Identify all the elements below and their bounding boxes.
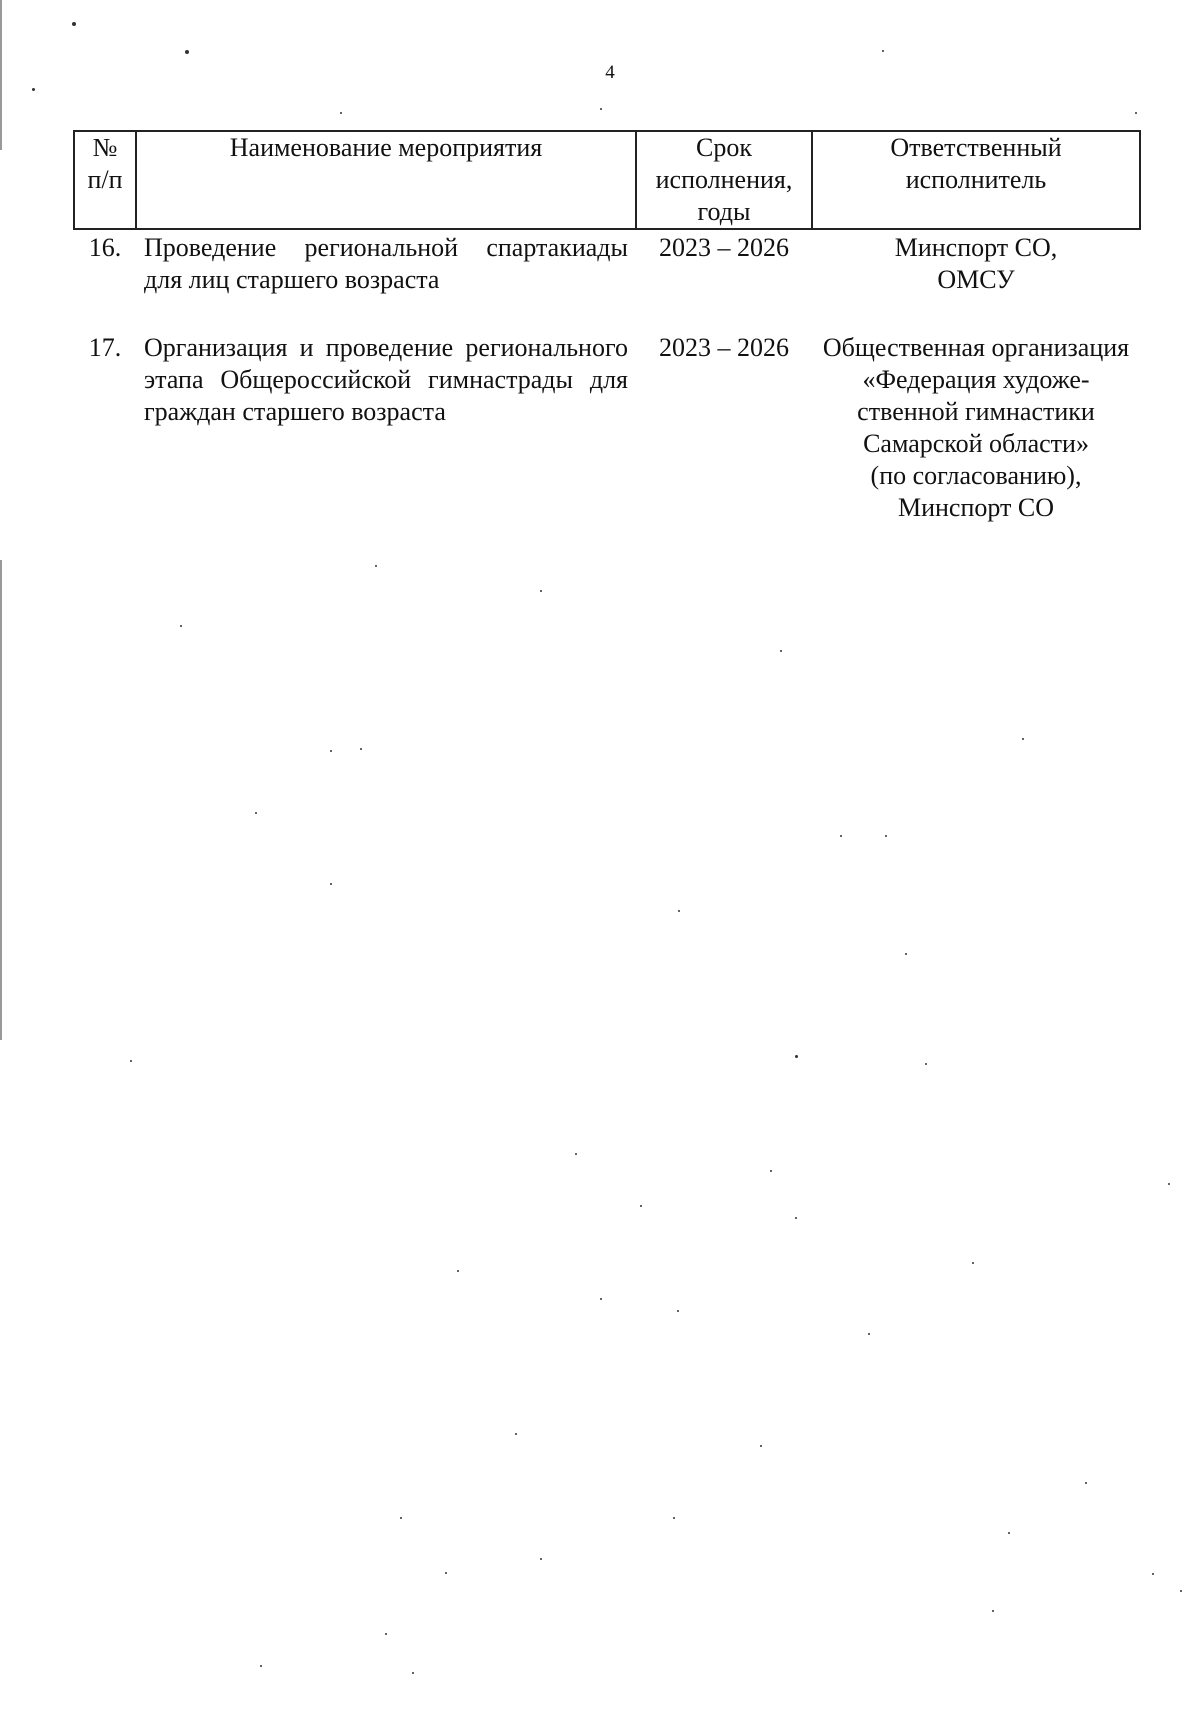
scan-speck <box>72 22 76 26</box>
scan-speck <box>795 1217 797 1219</box>
scan-speck <box>330 750 332 752</box>
scan-speck <box>760 1445 762 1447</box>
row-term: 2023 – 2026 <box>659 233 789 262</box>
header-term <box>636 131 812 229</box>
scan-speck <box>885 835 887 837</box>
scan-speck <box>260 1665 262 1667</box>
scan-speck <box>412 1672 414 1674</box>
row-term: 2023 – 2026 <box>659 333 789 362</box>
scan-speck <box>330 883 332 885</box>
scan-speck <box>868 1333 870 1335</box>
header-number-line: № <box>92 133 118 162</box>
scan-speck <box>1135 112 1137 114</box>
page-number: 4 <box>605 62 615 83</box>
scan-speck <box>340 112 342 114</box>
scan-speck <box>770 1170 772 1172</box>
scan-speck <box>992 1610 994 1612</box>
table-row <box>74 332 1140 524</box>
scan-speck <box>255 812 257 814</box>
header-responsible-line: Ответственный <box>890 133 1062 162</box>
row-responsible <box>812 332 1140 524</box>
header-event-name: Наименование мероприятия <box>136 131 636 229</box>
scan-speck <box>905 953 907 955</box>
responsible-line: Общественная организация «Федерация художе- <box>822 333 1130 394</box>
header-term-line: годы <box>697 197 751 226</box>
scan-speck <box>130 1060 132 1062</box>
scan-speck <box>400 1517 402 1519</box>
scan-speck <box>1008 1532 1010 1534</box>
scan-speck <box>600 1298 602 1300</box>
scan-speck <box>375 565 377 567</box>
responsible-line: (по согласованию), <box>870 461 1082 490</box>
scan-speck <box>1152 1573 1154 1575</box>
scan-speck <box>673 1517 675 1519</box>
responsible-line: Минспорт СО <box>897 493 1055 522</box>
scan-edge-line <box>0 560 2 1040</box>
row-number: 17. <box>88 333 122 362</box>
row-responsible <box>812 229 1140 332</box>
responsible-line: ОМСУ <box>937 265 1015 294</box>
responsible-line: Самарской области» <box>863 429 1089 458</box>
responsible-line: ственной гимнастики <box>857 397 1095 426</box>
scan-speck <box>678 910 680 912</box>
scan-speck <box>1168 1183 1170 1185</box>
header-number-line: п/п <box>87 165 123 194</box>
scan-speck <box>457 1270 459 1272</box>
scan-speck <box>515 1433 517 1435</box>
scan-speck <box>385 1633 387 1635</box>
scan-speck <box>840 835 842 837</box>
scan-speck <box>540 590 542 592</box>
row-event-name: Организация и проведение регионального этапа Общероссийской гимнастрады для граждан старшего возраста <box>144 333 628 426</box>
scan-speck <box>540 1558 542 1560</box>
scan-speck <box>882 50 884 52</box>
header-number <box>74 131 136 229</box>
scan-speck <box>32 88 35 91</box>
scan-speck <box>1180 1590 1182 1592</box>
header-term-line: Срок <box>696 133 752 162</box>
header-responsible <box>812 131 1140 229</box>
header-responsible-line: исполнитель <box>905 165 1047 194</box>
row-number: 16. <box>88 233 122 262</box>
events-table <box>73 130 1141 524</box>
scan-speck <box>640 1205 642 1207</box>
scan-speck <box>677 1310 679 1312</box>
scan-speck <box>180 625 182 627</box>
scan-speck <box>445 1572 447 1574</box>
table-row <box>74 229 1140 332</box>
scan-speck <box>1022 738 1024 740</box>
scan-speck <box>780 650 782 652</box>
scan-speck <box>360 748 362 750</box>
scan-speck <box>925 1063 927 1065</box>
scan-speck <box>575 1153 577 1155</box>
table-header-row <box>74 131 1140 229</box>
responsible-line: Минспорт СО, <box>894 233 1058 262</box>
scan-speck <box>600 108 602 110</box>
scan-speck <box>972 1262 974 1264</box>
header-term-line: исполнения, <box>655 165 793 194</box>
scan-speck <box>1085 1482 1087 1484</box>
row-event-name: Проведение региональной спартакиады для лиц старшего возраста <box>144 233 628 294</box>
scan-speck <box>185 50 189 54</box>
scan-speck <box>795 1055 798 1058</box>
